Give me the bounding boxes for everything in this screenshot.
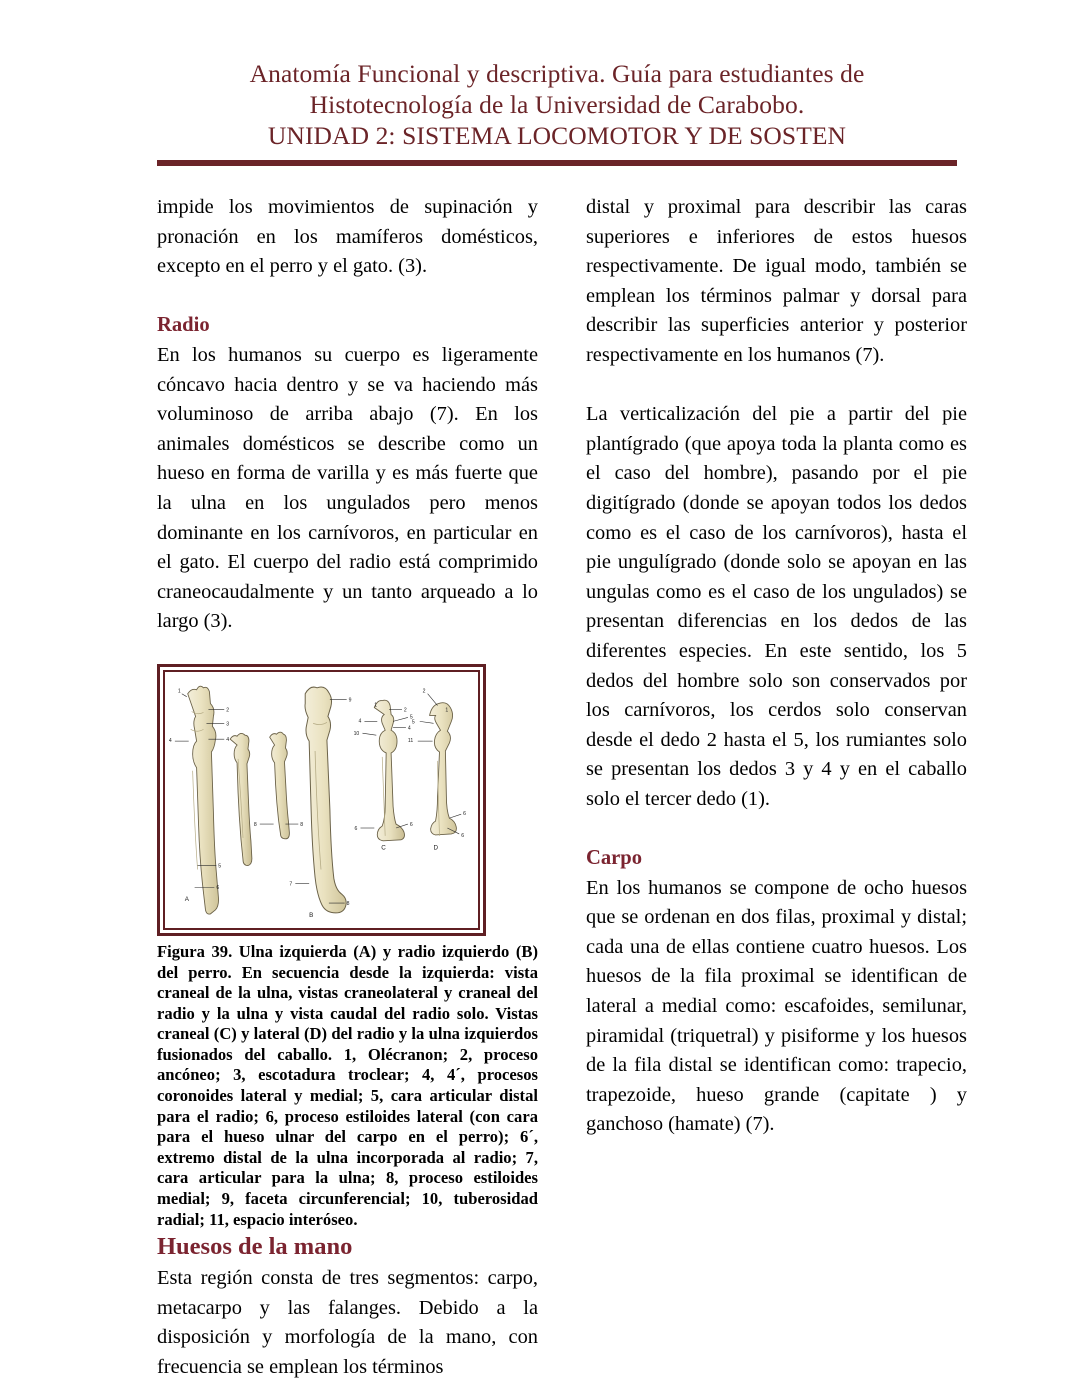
svg-text:6: 6 <box>216 885 220 892</box>
svg-text:2: 2 <box>403 707 407 714</box>
right-paragraph-1: distal y proximal para describir las caras superiores e inferiores de estos huesos respectivamente. De igual modo, también se emplean los términos palmar y dorsal para describir las superficies anterior y posterior respectivamente en los humanos (7). <box>586 196 967 366</box>
svg-text:1: 1 <box>177 688 181 695</box>
bone-illustration <box>165 672 478 929</box>
section-heading-carpo: Carpo <box>586 847 643 870</box>
left-column <box>157 193 538 1383</box>
svg-text:7: 7 <box>289 881 293 888</box>
svg-text:4: 4 <box>226 737 230 744</box>
svg-text:2: 2 <box>226 707 230 714</box>
svg-text:B: B <box>309 911 314 919</box>
right-paragraph-carpo: En los humanos se compone de ocho huesos que se ordenan en dos filas, proximal y distal; cada una de ellas contiene cuatro huesos. Los huesos de la fila proximal se identifican de lateral a medial como: escafoides, semilunar, piramidal (triquetral) y pisiforme y los huesos de la fila distal se identifican como: trapecio, trapezoide, hueso grande (capitate ) y ganchoso (hamate) (7). <box>586 876 967 1136</box>
figure-39 <box>157 664 538 1230</box>
svg-text:A: A <box>184 895 189 903</box>
svg-text:4: 4 <box>168 738 172 745</box>
figure-inner-border <box>163 670 480 930</box>
left-paragraph-mano: Esta región consta de tres segmentos: carpo, metacarpo y las falanges. Debido a la disposición y morfología de la mano, con frecuencia se emplean los términos <box>157 1267 538 1378</box>
svg-text:10: 10 <box>353 731 360 738</box>
right-column <box>586 193 967 1140</box>
svg-text:1: 1 <box>445 707 449 714</box>
svg-text:4: 4 <box>358 718 362 725</box>
svg-text:5: 5 <box>411 719 415 726</box>
svg-text:6: 6 <box>354 825 358 832</box>
figure-caption: Figura 39. Ulna izquierda (A) y radio izquierdo (B) del perro. En secuencia desde la izquierda: vista craneal de la ulna, vistas craneolateral y craneal del radio y la ulna y vista caudal del radio solo. Vistas craneal (C) y lateral (D) del radio y la ulna izquierdos fusionados del caballo. 1, Olécranon; 2, proceso ancóneo; 3, escotadura troclear; 4, 4´, procesos coronoides lateral y medial; 5, cara articular distal para el radio; 6, proceso estiloides lateral (con cara para el hueso ulnar del carpo en el perro); 6´, extremo distal de la ulna incorporada al radio; 7, cara articular para la ulna; 8, proceso estiloides medial; 9, faceta circunferencial; 10, tuberosidad radial; 11, espacio interóseo. <box>157 941 538 1229</box>
svg-text:5: 5 <box>218 863 222 870</box>
svg-text:6: 6 <box>461 832 465 839</box>
figure-frame <box>157 664 486 936</box>
left-paragraph-intro: impide los movimientos de supinación y pronación en los mamíferos domésticos, excepto en el perro y el gato. (3). <box>157 196 538 278</box>
svg-text:D: D <box>433 844 439 852</box>
svg-text:C: C <box>381 844 386 852</box>
right-paragraph-2: La verticalización del pie a partir del pie plantígrado (que apoya toda la planta como es el caso del hombre), pasando por el pie digitígrado (donde se apoyan todos los dedos como es el caso de los carnívoros), hasta el pie ungulígrado (donde solo se apoyan en las ungulas como es el caso de los ungulados) se presentan diferencias en los dedos de las diferentes especies. En este sentido, los 5 dedos del hombre solo son conservados por los carnívoros, los cerdos solo conservan desde el dedo 2 hasta el 5, los rumiantes solo se presentan los dedos 3 y 4 y en el caballo solo el tercer dedo (1). <box>586 403 967 810</box>
header-title-line-3: UNIDAD 2: SISTEMA LOCOMOTOR Y DE SOSTEN <box>267 121 847 150</box>
svg-text:4: 4 <box>407 725 411 732</box>
header-title-line-1: Anatomía Funcional y descriptiva. Guía para estudiantes de <box>249 59 865 88</box>
page-header <box>157 58 957 151</box>
svg-text:8: 8 <box>300 821 304 828</box>
svg-text:9: 9 <box>348 697 352 704</box>
svg-text:8: 8 <box>346 900 350 907</box>
svg-text:1: 1 <box>374 702 378 709</box>
left-paragraph-radio: En los humanos su cuerpo es ligeramente cóncavo hacia dentro y se va haciendo más voluminoso de arriba abajo (7). En los animales domésticos se describe como un hueso en forma de varilla y es más fuerte que la ulna en los ungulados pero menos dominante en los carnívoros, en particular en el gato. El cuerpo del radio está comprimido craneocaudalmente y un tanto arqueado a lo largo (3). <box>157 343 538 633</box>
svg-text:8: 8 <box>253 821 257 828</box>
section-heading-huesos-de-la-mano: Huesos de la mano <box>157 1233 353 1261</box>
header-divider-rule <box>157 160 957 166</box>
svg-text:3: 3 <box>226 721 230 728</box>
svg-text:11: 11 <box>407 738 414 745</box>
svg-text:6: 6 <box>409 821 413 828</box>
section-heading-radio: Radio <box>157 314 210 337</box>
svg-text:5: 5 <box>409 714 413 721</box>
svg-text:6: 6 <box>463 811 467 818</box>
header-title-line-2: Histotecnología de la Universidad de Carabobo. <box>309 90 805 119</box>
svg-text:2: 2 <box>422 688 426 695</box>
